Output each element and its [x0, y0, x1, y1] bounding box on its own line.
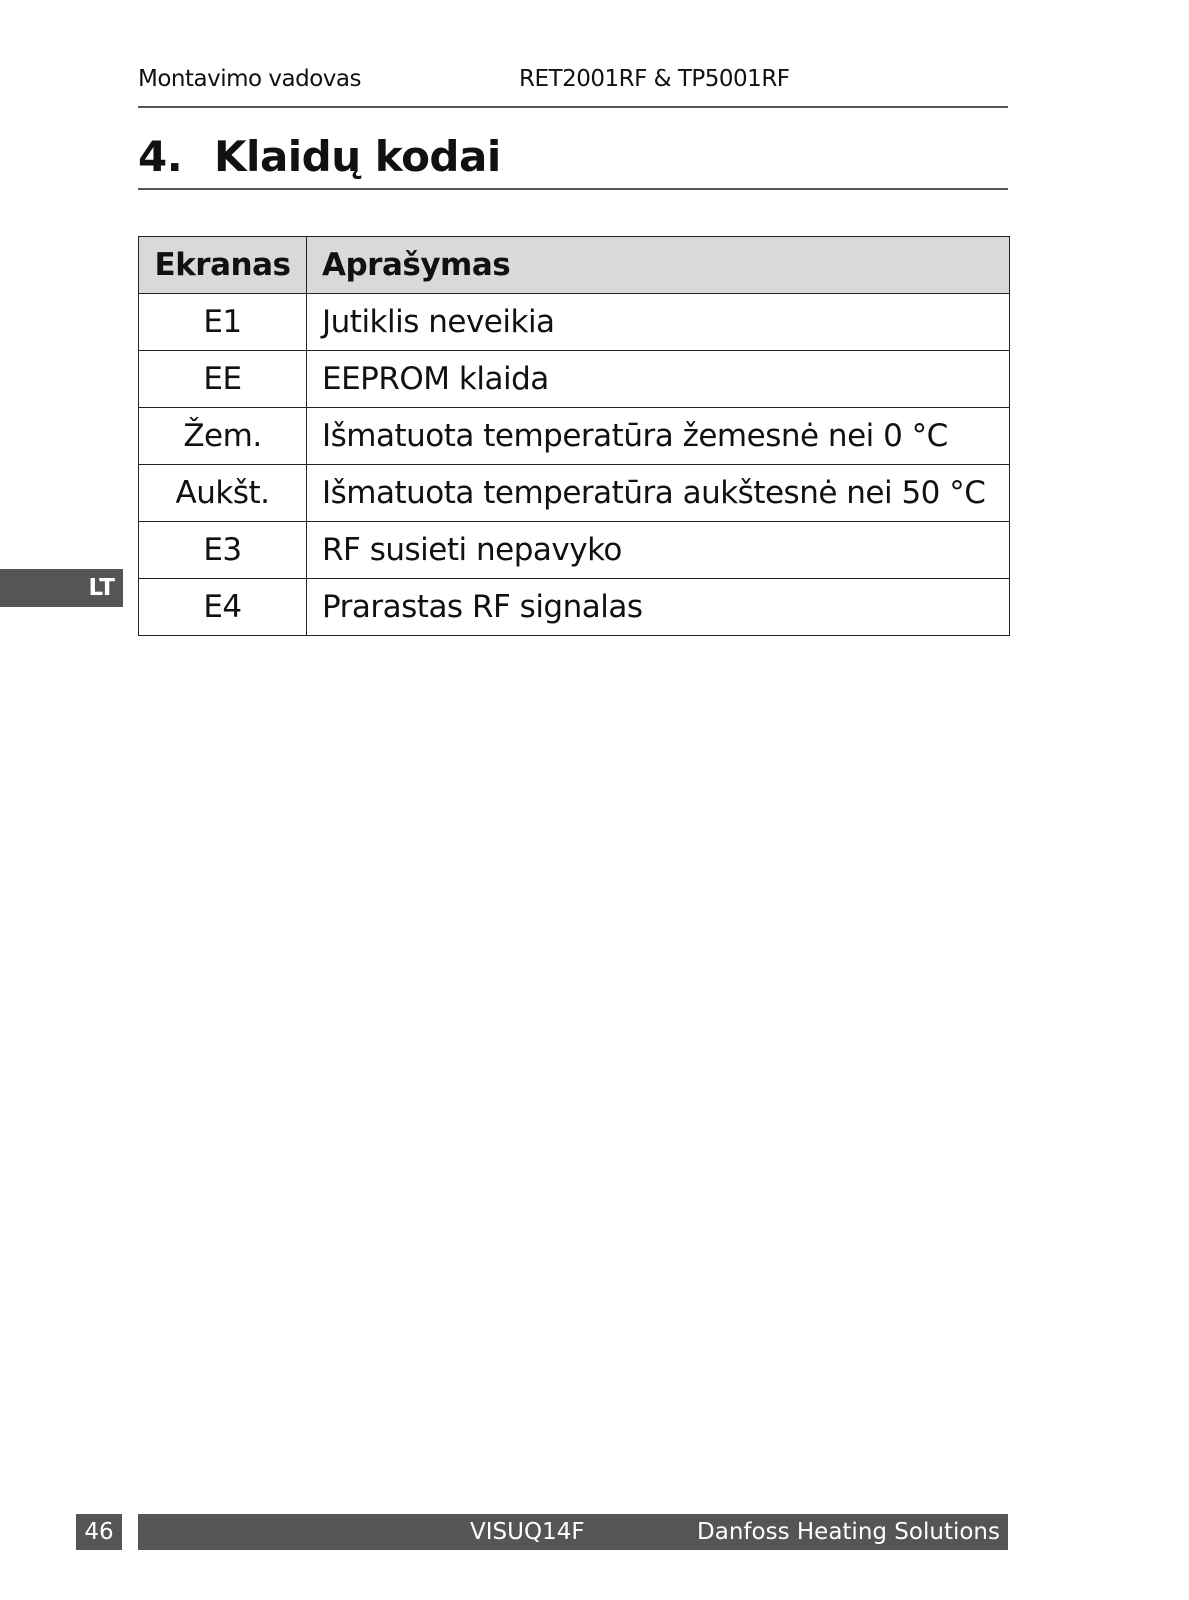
section-title: Klaidų kodai	[214, 132, 501, 181]
error-codes-table	[138, 236, 1010, 636]
page-header	[138, 62, 1008, 108]
page-number: 46	[76, 1514, 122, 1550]
table-row	[139, 408, 1010, 465]
header-product-models: RET2001RF & TP5001RF	[519, 66, 790, 92]
footer-document-code: VISUQ14F	[470, 1519, 585, 1545]
column-header-display: Ekranas	[139, 237, 307, 294]
error-code-cell: E1	[139, 294, 307, 351]
page-footer	[138, 1514, 1008, 1550]
table-header-row	[139, 237, 1010, 294]
language-tab: LT	[0, 569, 123, 607]
error-code-cell: E3	[139, 522, 307, 579]
error-description-cell: EEPROM klaida	[307, 351, 1010, 408]
error-code-cell: EE	[139, 351, 307, 408]
section-number: 4.	[138, 132, 183, 181]
section-heading	[138, 128, 1008, 190]
table-row	[139, 351, 1010, 408]
table-row	[139, 294, 1010, 351]
header-guide-title: Montavimo vadovas	[138, 66, 361, 92]
error-code-cell: Aukšt.	[139, 465, 307, 522]
error-code-cell: E4	[139, 579, 307, 636]
error-description-cell: Prarastas RF signalas	[307, 579, 1010, 636]
error-description-cell: Išmatuota temperatūra aukštesnė nei 50 °C	[307, 465, 1010, 522]
table-row	[139, 465, 1010, 522]
footer-company-name: Danfoss Heating Solutions	[697, 1519, 1000, 1545]
error-code-cell: Žem.	[139, 408, 307, 465]
error-description-cell: Išmatuota temperatūra žemesnė nei 0 °C	[307, 408, 1010, 465]
column-header-description: Aprašymas	[307, 237, 1010, 294]
error-description-cell: Jutiklis neveikia	[307, 294, 1010, 351]
error-description-cell: RF susieti nepavyko	[307, 522, 1010, 579]
table-row	[139, 522, 1010, 579]
table-row	[139, 579, 1010, 636]
